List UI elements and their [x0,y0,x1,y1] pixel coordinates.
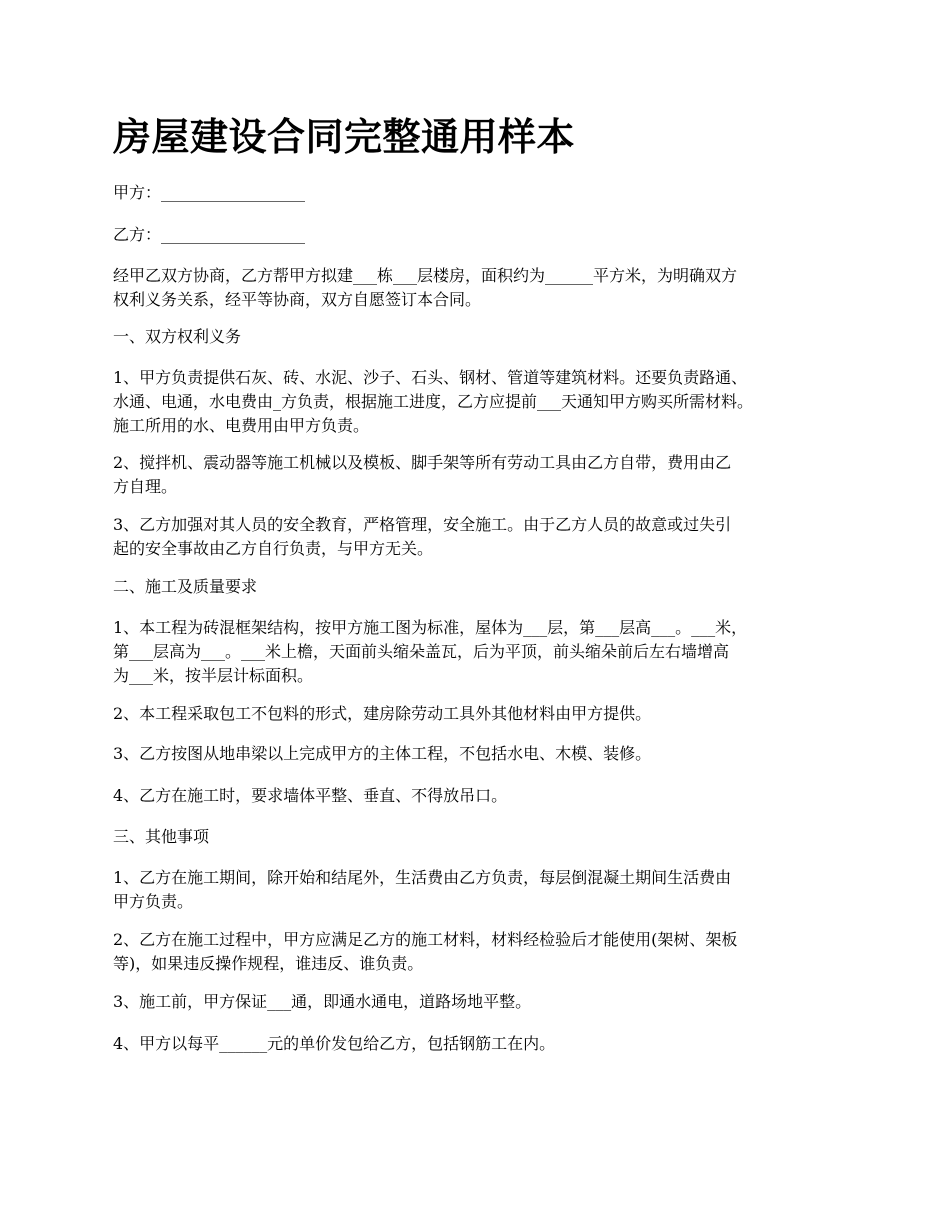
item-line: 等)，如果违反操作规程，谁违反、谁负责。 [113,954,424,973]
section-2-item-1 [113,616,853,688]
section-2-heading: 二、施工及质量要求 [113,577,258,596]
intro-paragraph [113,264,853,312]
section-3-heading: 三、其他事项 [113,827,210,846]
section-2-item-2: 2、本工程采取包工不包料的形式，建房除劳动工具外其他材料由甲方提供。 [113,704,652,723]
document-title: 房屋建设合同完整通用样本 [113,114,576,159]
section-3-item-1 [113,866,853,914]
item-line: 起的安全事故由乙方自行负责，与甲方无关。 [113,539,434,558]
section-3-item-4: 4、甲方以每平______元的单价发包给乙方，包括钢筋工在内。 [113,1034,556,1053]
party-a-line: 甲方：__________________ [113,183,306,202]
section-3-item-3: 3、施工前，甲方保证___通，即通水通电，道路场地平整。 [113,992,532,1011]
item-line: 1、乙方在施工期间，除开始和结尾外，生活费由乙方负责，每层倒混凝土期间生活费由 [113,868,732,887]
section-2-item-3: 3、乙方按图从地串梁以上完成甲方的主体工程，不包括水电、木模、装修。 [113,744,652,763]
section-1-item-3 [113,513,853,561]
section-3-item-2 [113,928,853,976]
item-line: 为___米，按半层计标面积。 [113,666,314,685]
section-1-heading: 一、双方权利义务 [113,327,242,346]
item-line: 方自理。 [113,477,178,496]
item-line: 第___层高为___。___米上檐，天面前头缩朵盖瓦，后为平顶，前头缩朵前后左右墙增高 [113,642,730,661]
item-line: 施工所用的水、电费用由甲方负责。 [113,416,370,435]
item-line: 2、乙方在施工过程中，甲方应满足乙方的施工材料，材料经检验后才能使用(架树、架板 [113,930,738,949]
item-line: 3、乙方加强对其人员的安全教育，严格管理，安全施工。由于乙方人员的故意或过失引 [113,515,732,534]
section-1-item-2 [113,451,853,499]
item-line: 水通、电通，水电费由_方负责，根据施工进度，乙方应提前___天通知甲方购买所需材料。 [113,392,754,411]
section-1-item-1 [113,366,853,438]
section-2-item-4: 4、乙方在施工时，要求墙体平整、垂直、不得放吊口。 [113,786,508,805]
intro-line: 权利义务关系，经平等协商，双方自愿签订本合同。 [113,290,482,309]
intro-line: 经甲乙双方协商，乙方帮甲方拟建___栋___层楼房，面积约为______平方米，为明确双方 [113,266,738,285]
item-line: 1、甲方负责提供石灰、砖、水泥、沙子、石头、钢材、管道等建筑材料。还要负责路通、 [113,368,748,387]
item-line: 1、本工程为砖混框架结构，按甲方施工图为标准，屋体为___层，第___层高___。___米， [113,618,748,637]
item-line: 甲方负责。 [113,892,194,911]
party-b-line: 乙方：__________________ [113,225,306,244]
item-line: 2、搅拌机、震动器等施工机械以及模板、脚手架等所有劳动工具由乙方自带，费用由乙 [113,453,732,472]
